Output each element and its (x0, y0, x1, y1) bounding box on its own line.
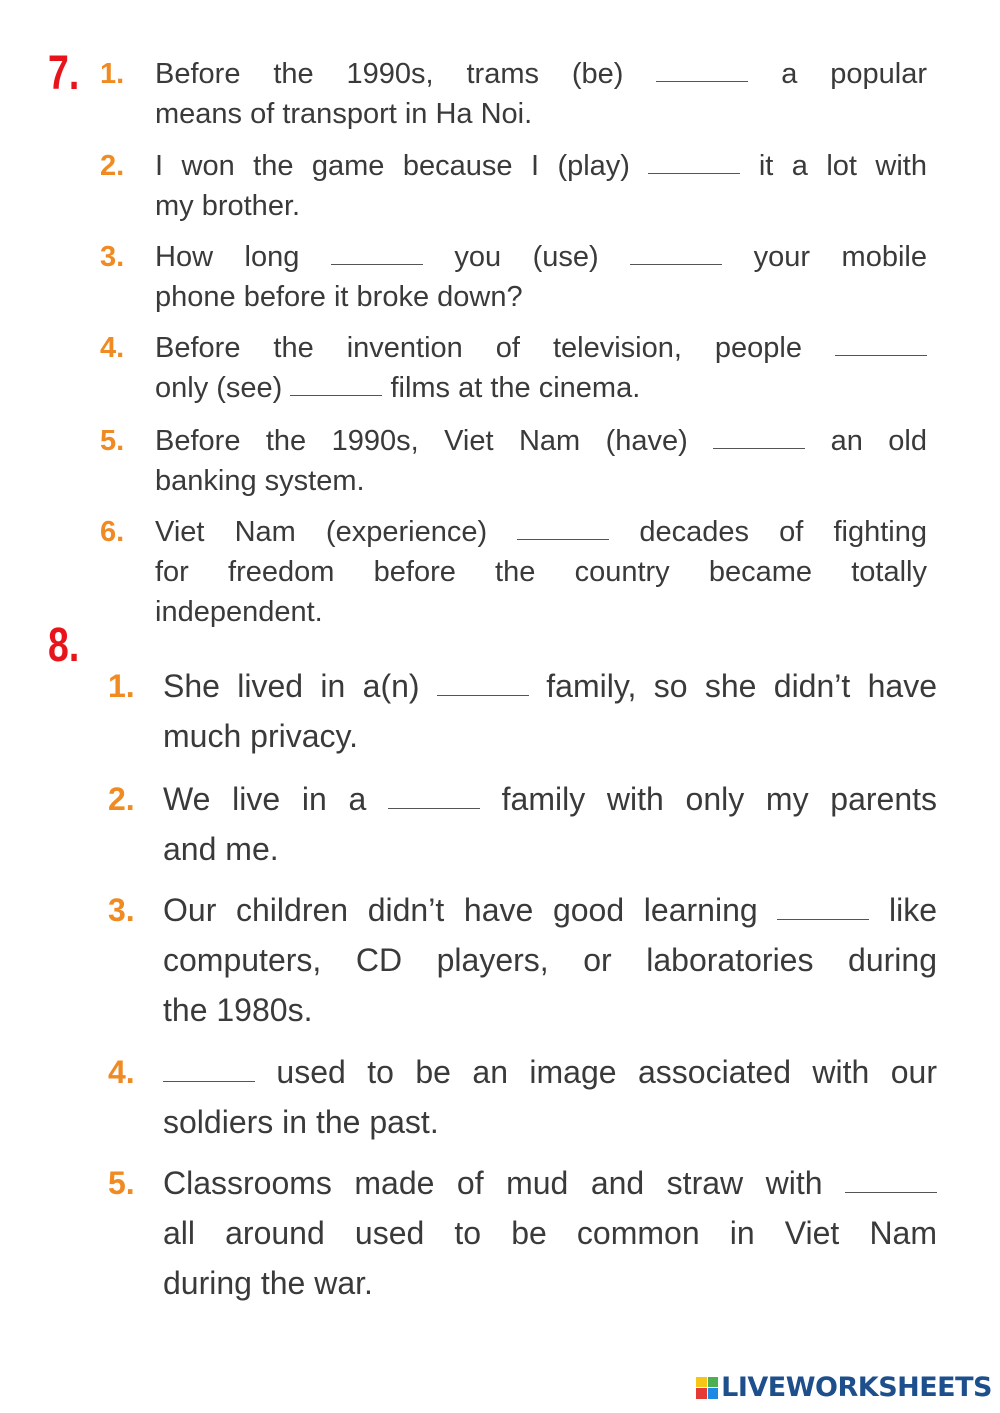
answer-blank[interactable] (290, 394, 382, 396)
question-text (163, 774, 937, 874)
question-number: 3. (108, 892, 135, 928)
question-line: Before the 1990s, Viet Nam (have) an old (155, 425, 927, 457)
question-text (163, 661, 937, 761)
question-line: only (see) films at the cinema. (155, 372, 641, 404)
question-text (155, 328, 927, 408)
answer-blank[interactable] (630, 263, 722, 265)
answer-blank[interactable] (331, 263, 423, 265)
answer-blank[interactable] (656, 80, 748, 82)
question-line: independent. (155, 596, 323, 628)
logo-square-red (696, 1388, 707, 1399)
question-line: Our children didn’t have good learning like (163, 892, 938, 928)
question-line: for freedom before the country became totally (155, 556, 927, 588)
question-number: 1. (108, 668, 135, 704)
question-line: my brother. (155, 190, 301, 222)
question-number: 1. (100, 58, 125, 90)
question-line: means of transport in Ha Noi. (155, 98, 533, 130)
question-text (155, 512, 927, 632)
question-line: Before the 1990s, trams (be) a popular (155, 58, 927, 90)
liveworksheets-icon (696, 1377, 718, 1399)
answer-blank[interactable] (845, 1191, 937, 1193)
question-text (155, 54, 927, 134)
answer-blank[interactable] (835, 354, 927, 356)
answer-blank[interactable] (163, 1080, 255, 1082)
answer-blank[interactable] (777, 918, 869, 920)
question-line: banking system. (155, 465, 365, 497)
question-number: 4. (100, 332, 125, 364)
question-line: I won the game because I (play) it a lot with (155, 150, 927, 182)
question-line: phone before it broke down? (155, 281, 523, 313)
section-8-number: 8. (48, 619, 80, 672)
question-text (155, 237, 927, 317)
liveworksheets-logo (696, 1372, 992, 1403)
question-text (163, 1047, 937, 1147)
question-line: and me. (163, 831, 279, 867)
question-line: computers, CD players, or laboratories during (163, 942, 937, 978)
answer-blank[interactable] (388, 807, 480, 809)
question-line: Before the invention of television, people (155, 328, 927, 368)
logo-square-green (708, 1377, 719, 1388)
question-line: How long you (use) your mobile (155, 241, 927, 273)
question-number: 2. (100, 150, 125, 182)
question-number: 4. (108, 1054, 135, 1090)
question-line: during the war. (163, 1265, 373, 1301)
question-text (163, 1158, 937, 1308)
answer-blank[interactable] (517, 538, 609, 540)
logo-square-blue (708, 1388, 719, 1399)
question-line: all around used to be common in Viet Nam (163, 1215, 937, 1251)
answer-blank[interactable] (713, 447, 805, 449)
question-line: She lived in a(n) family, so she didn’t have (163, 668, 938, 704)
liveworksheets-wordmark: LIVEWORKSHEETS (721, 1372, 992, 1403)
question-line: used to be an image associated with our (163, 1047, 937, 1097)
question-line: much privacy. (163, 718, 359, 754)
question-number: 3. (100, 241, 125, 273)
question-number: 6. (100, 516, 125, 548)
question-line: Viet Nam (experience) decades of fighting (155, 516, 927, 548)
logo-square-yellow (696, 1377, 707, 1388)
question-number: 2. (108, 781, 135, 817)
question-number: 5. (100, 425, 125, 457)
answer-blank[interactable] (648, 172, 740, 174)
section-7-number: 7. (48, 47, 80, 100)
question-text (155, 146, 927, 226)
question-text (155, 421, 927, 501)
question-line: the 1980s. (163, 992, 313, 1028)
question-line: Classrooms made of mud and straw with (163, 1158, 937, 1208)
question-line: soldiers in the past. (163, 1104, 439, 1140)
answer-blank[interactable] (437, 694, 529, 696)
question-line: We live in a family with only my parents (163, 781, 938, 817)
question-text (163, 885, 937, 1035)
question-number: 5. (108, 1165, 135, 1201)
